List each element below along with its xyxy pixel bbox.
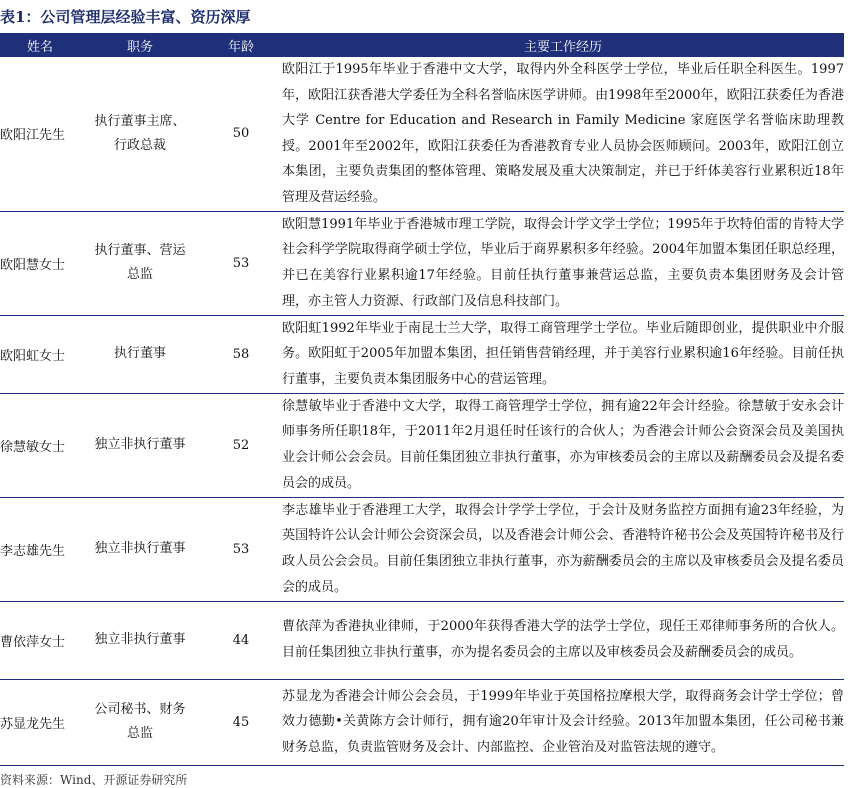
- cell-role-line: 独立非执行董事: [94, 541, 186, 557]
- cell-experience: 苏显龙为香港会计师公会会员，于1999年毕业于英国格拉摩根大学，取得商务会计学士学位；曾效力德勤•关黄陈方会计师行，拥有逾20年审计及会计经验。2013年加盟本集团，任公司秘书兼财务总监，负责监管财务及会计、内部监控、企业管治及对监管法规的遵守。: [282, 679, 844, 765]
- header-name: 姓名: [0, 33, 80, 57]
- cell-age: 50: [200, 57, 282, 211]
- cell-role: [80, 211, 200, 315]
- cell-experience: 徐慧敏毕业于香港中文大学，取得工商管理学士学位，拥有逾22年会计经验。徐慧敏于安永会计师事务所任职18年，于2011年2月退任时任该行的合伙人；为香港会计师公会资深会员及美国执业会计师公会会员。目前任集团独立非执行董事，亦为审核委员会的主席以及薪酬委员会及提名委员会的成员。: [282, 393, 844, 497]
- cell-role-line: 公司秘书、财务: [94, 702, 186, 718]
- source-note: 资料来源：Wind、开源证券研究所: [0, 773, 188, 787]
- cell-experience: 欧阳虹1992年毕业于南昆士兰大学，取得工商管理学士学位。毕业后随即创业，提供职业中介服务。欧阳虹于2005年加盟本集团，担任销售营销经理，并于美容行业累积逾16年经验。目前任执行董事，主要负责本集团服务中心的营运管理。: [282, 315, 844, 393]
- cell-role: [80, 315, 200, 393]
- cell-age: 58: [200, 315, 282, 393]
- cell-role-line: 执行董事、营运: [94, 243, 186, 259]
- cell-role-line: 总监: [126, 726, 153, 742]
- cell-experience: 欧阳慧1991年毕业于香港城市理工学院，取得会计学文学士学位；1995年于坎特伯雷的肯特大学社会科学学院取得商学硕士学位，毕业后于商界累积多年经验。2004年加盟本集团任职总经理，并已在美容行业累积逾17年经验。目前任执行董事兼营运总监，主要负责本集团财务及会计管理，亦主管人力资源、行政部门及信息科技部门。: [282, 211, 844, 315]
- cell-role: [80, 601, 200, 679]
- table-row: [0, 211, 844, 315]
- table-header-row: [0, 33, 844, 57]
- header-experience: 主要工作经历: [282, 33, 844, 57]
- cell-role-line: 独立非执行董事: [94, 437, 186, 453]
- cell-name: 曹依萍女士: [0, 601, 80, 679]
- cell-experience: 欧阳江于1995年毕业于香港中文大学，取得内外全科医学士学位，毕业后任职全科医生。1997年，欧阳江获香港大学委任为全科名誉临床医学讲师。由1998年至2000年，欧阳江获委任为香港大学 Centre for Education and Research in Family Medicine 家庭医学名誉临床助理教授。2001年至2002年，欧阳江获委任为香港教育专业人员协会医师顾问。2003年，欧阳江创立本集团，主要负责集团的整体管理、策略发展及重大决策制定，并已于纤体美容行业累积近18年管理及营运经验。: [282, 57, 844, 211]
- cell-name: 徐慧敏女士: [0, 393, 80, 497]
- cell-age: 53: [200, 497, 282, 601]
- table-row: [0, 679, 844, 765]
- cell-role-line: 独立非执行董事: [94, 632, 186, 648]
- table-row: [0, 315, 844, 393]
- header-role: 职务: [80, 33, 200, 57]
- cell-role: [80, 497, 200, 601]
- cell-role-line: 执行董事: [113, 346, 166, 362]
- cell-role: [80, 393, 200, 497]
- table-row: [0, 497, 844, 601]
- cell-role-line: 执行董事主席、: [94, 113, 186, 129]
- cell-role: [80, 679, 200, 765]
- cell-experience: 李志雄毕业于香港理工大学，取得会计学学士学位，于会计及财务监控方面拥有逾23年经验，为英国特许公认会计师公会资深会员，以及香港会计师公会、香港特许秘书公会及英国特许秘书及行政人员公会会员。目前任集团独立非执行董事，亦为薪酬委员会的主席以及审核委员会及提名委员会的成员。: [282, 497, 844, 601]
- cell-age: 44: [200, 601, 282, 679]
- cell-age: 53: [200, 211, 282, 315]
- cell-name: 欧阳虹女士: [0, 315, 80, 393]
- table-row: [0, 57, 844, 211]
- cell-name: 李志雄先生: [0, 497, 80, 601]
- management-table: [0, 33, 844, 766]
- cell-role-line: 总监: [126, 267, 153, 283]
- cell-age: 52: [200, 393, 282, 497]
- cell-role-line: 行政总裁: [113, 137, 166, 153]
- cell-name: 欧阳江先生: [0, 57, 80, 211]
- cell-name: 苏显龙先生: [0, 679, 80, 765]
- table-row: [0, 601, 844, 679]
- table-row: [0, 393, 844, 497]
- cell-age: 45: [200, 679, 282, 765]
- cell-experience: 曹依萍为香港执业律师，于2000年获得香港大学的法学士学位，现任王邓律师事务所的合伙人。目前任集团独立非执行董事，亦为提名委员会的主席以及审核委员会及薪酬委员会的成员。: [282, 601, 844, 679]
- cell-name: 欧阳慧女士: [0, 211, 80, 315]
- header-age: 年龄: [200, 33, 282, 57]
- table-title: 表1：公司管理层经验丰富、资历深厚: [0, 8, 251, 26]
- cell-role: [80, 57, 200, 211]
